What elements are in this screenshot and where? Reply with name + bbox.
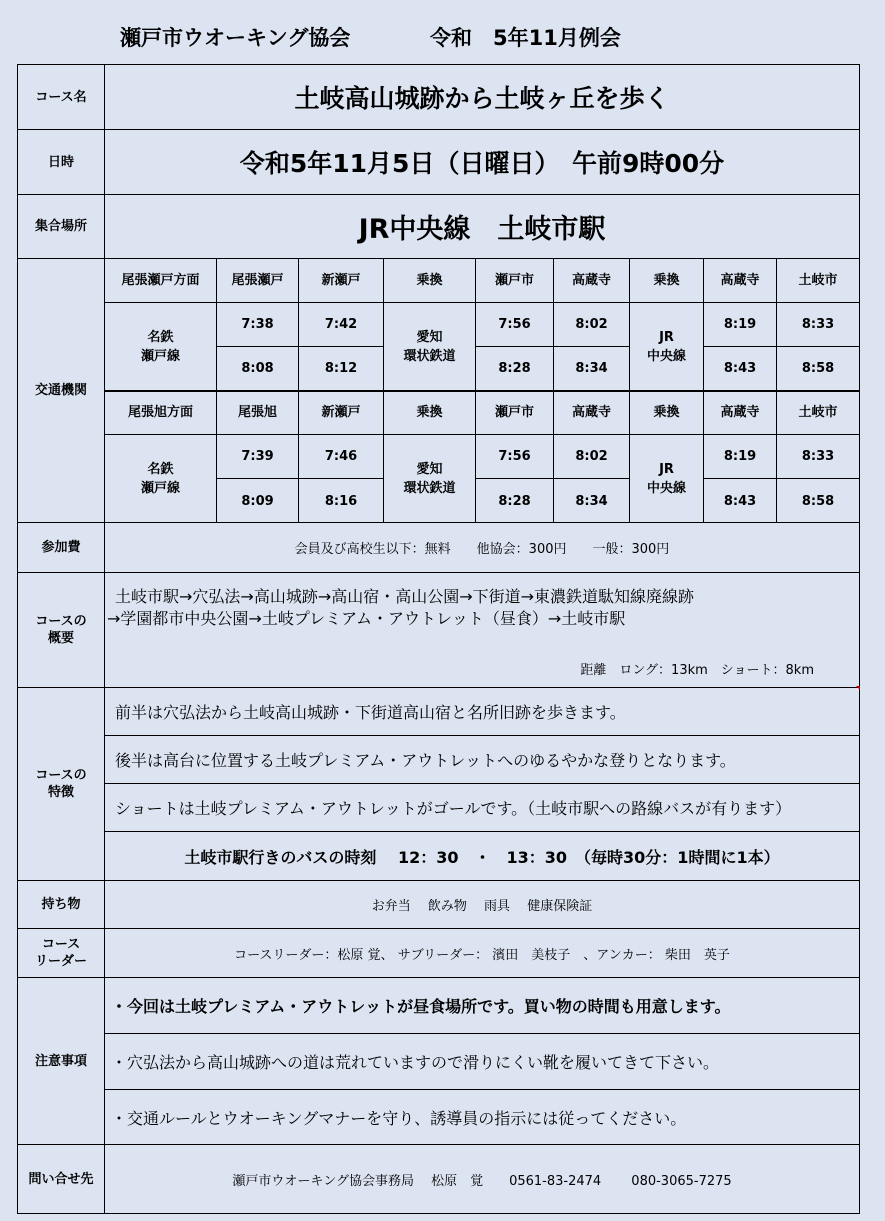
departure-time-cell: 8:43 xyxy=(704,347,777,391)
fee-label: 参加費 xyxy=(18,523,105,572)
transfer-line-cell: 愛知 環状鉄道 xyxy=(384,303,476,391)
station-header: 土岐市 xyxy=(777,259,859,303)
station-header: 尾張旭 xyxy=(217,391,299,435)
departure-time-cell: 8:09 xyxy=(217,479,299,523)
station-header: 乗換 xyxy=(630,259,704,303)
meeting-place-label: 集合場所 xyxy=(18,195,105,258)
direction-header: 尾張瀬戸方面 xyxy=(105,259,217,303)
transport-label: 交通機関 xyxy=(18,259,105,522)
association-title: 瀬戸市ウオーキング協会 xyxy=(120,26,351,50)
station-header: 乗換 xyxy=(384,391,476,435)
feature-item: 後半は高台に位置する土岐プレミアム・アウトレットへのゆるやかな登りとなります。 xyxy=(105,736,859,784)
transfer-line-cell: JR 中央線 xyxy=(630,303,704,391)
row-leaders xyxy=(18,929,859,978)
departure-time-cell: 7:39 xyxy=(217,435,299,479)
datetime-value: 令和5年11月5日（日曜日） 午前9時00分 xyxy=(239,149,725,178)
station-header: 新瀬戸 xyxy=(299,259,384,303)
note-item: ・穴弘法から高山城跡への道は荒れていますので滑りにくい靴を履いてきて下さい。 xyxy=(105,1034,859,1090)
red-corner-mark xyxy=(856,686,860,690)
station-header: 瀬戸市 xyxy=(476,391,554,435)
leaders-label: コース リーダー xyxy=(18,929,105,977)
departure-time-cell: 8:02 xyxy=(554,435,630,479)
departure-time-cell: 8:08 xyxy=(217,347,299,391)
row-features xyxy=(18,688,859,881)
row-overview xyxy=(18,573,859,688)
station-header: 高蔵寺 xyxy=(554,259,630,303)
departure-time-cell: 8:16 xyxy=(299,479,384,523)
notes-content xyxy=(105,978,859,1144)
group-separator xyxy=(105,390,859,392)
belongings-value: お弁当 飲み物 雨具 健康保険証 xyxy=(371,899,593,914)
station-header: 高蔵寺 xyxy=(704,259,777,303)
station-header: 尾張瀬戸 xyxy=(217,259,299,303)
features-content xyxy=(105,688,859,880)
departure-time-cell: 8:19 xyxy=(704,435,777,479)
line-name-cell: 名鉄 瀬戸線 xyxy=(105,303,217,391)
meeting-place-value: JR中央線 土岐市駅 xyxy=(358,214,606,245)
row-belongings xyxy=(18,881,859,929)
contact-label: 問い合せ先 xyxy=(18,1145,105,1213)
station-header: 新瀬戸 xyxy=(299,391,384,435)
departure-time-cell: 8:34 xyxy=(554,347,630,391)
station-header: 高蔵寺 xyxy=(554,391,630,435)
departure-time-cell: 8:33 xyxy=(777,435,859,479)
departure-time-cell: 7:42 xyxy=(299,303,384,347)
features-label: コースの 特徴 xyxy=(18,688,105,880)
departure-time-cell: 8:33 xyxy=(777,303,859,347)
overview-route-line1: 土岐市駅→穴弘法→高山城跡→高山宿・高山公園→下街道→東濃鉄道駄知線廃線跡 xyxy=(115,587,695,606)
departure-time-cell: 7:56 xyxy=(476,303,554,347)
departure-time-cell: 8:12 xyxy=(299,347,384,391)
meeting-title: 令和 5年11月例会 xyxy=(430,26,621,50)
station-header: 土岐市 xyxy=(777,391,859,435)
departure-time-cell: 7:46 xyxy=(299,435,384,479)
departure-time-cell: 7:56 xyxy=(476,435,554,479)
datetime-label: 日時 xyxy=(18,130,105,194)
belongings-label: 持ち物 xyxy=(18,881,105,928)
fee-value: 会員及び高校生以下：無料 他協会：300円 一般：300円 xyxy=(294,542,670,557)
note-item: ・交通ルールとウオーキングマナーを守り、誘導員の指示には従ってください。 xyxy=(111,1109,687,1128)
direction-header: 尾張旭方面 xyxy=(105,391,217,435)
departure-time-cell: 8:28 xyxy=(476,347,554,391)
row-contact xyxy=(18,1145,859,1213)
departure-time-cell: 8:28 xyxy=(476,479,554,523)
row-course-name xyxy=(18,65,859,130)
departure-time-cell: 8:19 xyxy=(704,303,777,347)
station-header: 瀬戸市 xyxy=(476,259,554,303)
overview-content xyxy=(105,573,859,687)
feature-item: ショートは土岐プレミアム・アウトレットがゴールです。（土岐市駅への路線バスが有ります） xyxy=(105,784,859,832)
course-name-value: 土岐高山城跡から土岐ヶ丘を歩く xyxy=(294,84,670,113)
row-notes xyxy=(18,978,859,1145)
row-datetime xyxy=(18,130,859,195)
transfer-line-cell: JR 中央線 xyxy=(630,435,704,523)
transport-timetable xyxy=(105,259,859,522)
feature-item: 前半は穴弘法から土岐高山城跡・下街道高山宿と名所旧跡を歩きます。 xyxy=(105,688,859,736)
departure-time-cell: 8:58 xyxy=(801,493,835,509)
departure-time-cell: 8:34 xyxy=(554,479,630,523)
overview-route-line2: →学園都市中央公園→土岐プレミアム・アウトレット（昼食）→土岐市駅 xyxy=(107,609,626,628)
departure-time-cell: 7:38 xyxy=(217,303,299,347)
notes-label: 注意事項 xyxy=(18,978,105,1144)
station-header: 乗換 xyxy=(384,259,476,303)
departure-time-cell: 8:43 xyxy=(704,479,777,523)
station-header: 高蔵寺 xyxy=(704,391,777,435)
overview-distance: 距離 ロング：13km ショート：8km xyxy=(580,663,814,678)
leaders-value: コースリーダー：松原 覚、 サブリーダー： 濱田 美枝子 、アンカー： 柴田 英子 xyxy=(234,947,730,963)
row-meeting-place xyxy=(18,195,859,259)
line-name-cell: 名鉄 瀬戸線 xyxy=(105,435,217,523)
transfer-line-cell: 愛知 環状鉄道 xyxy=(384,435,476,523)
event-table xyxy=(17,64,860,1214)
row-transport xyxy=(18,259,859,523)
overview-label: コースの 概要 xyxy=(18,573,105,687)
note-item: ・今回は土岐プレミアム・アウトレットが昼食場所です。買い物の時間も用意します。 xyxy=(105,978,859,1034)
departure-time-cell: 8:58 xyxy=(777,347,859,391)
row-fee xyxy=(18,523,859,573)
course-name-label: コース名 xyxy=(18,65,105,129)
departure-time-cell: 8:02 xyxy=(554,303,630,347)
station-header: 乗換 xyxy=(630,391,704,435)
bus-schedule: 土岐市駅行きのバスの時刻 12：30 ・ 13：30 （毎時30分：1時間に1本） xyxy=(184,848,780,867)
page-header xyxy=(0,0,885,64)
contact-value: 瀬戸市ウオーキング協会事務局 松原 覚 0561-83-2474 080-3065-7275 xyxy=(232,1173,732,1189)
